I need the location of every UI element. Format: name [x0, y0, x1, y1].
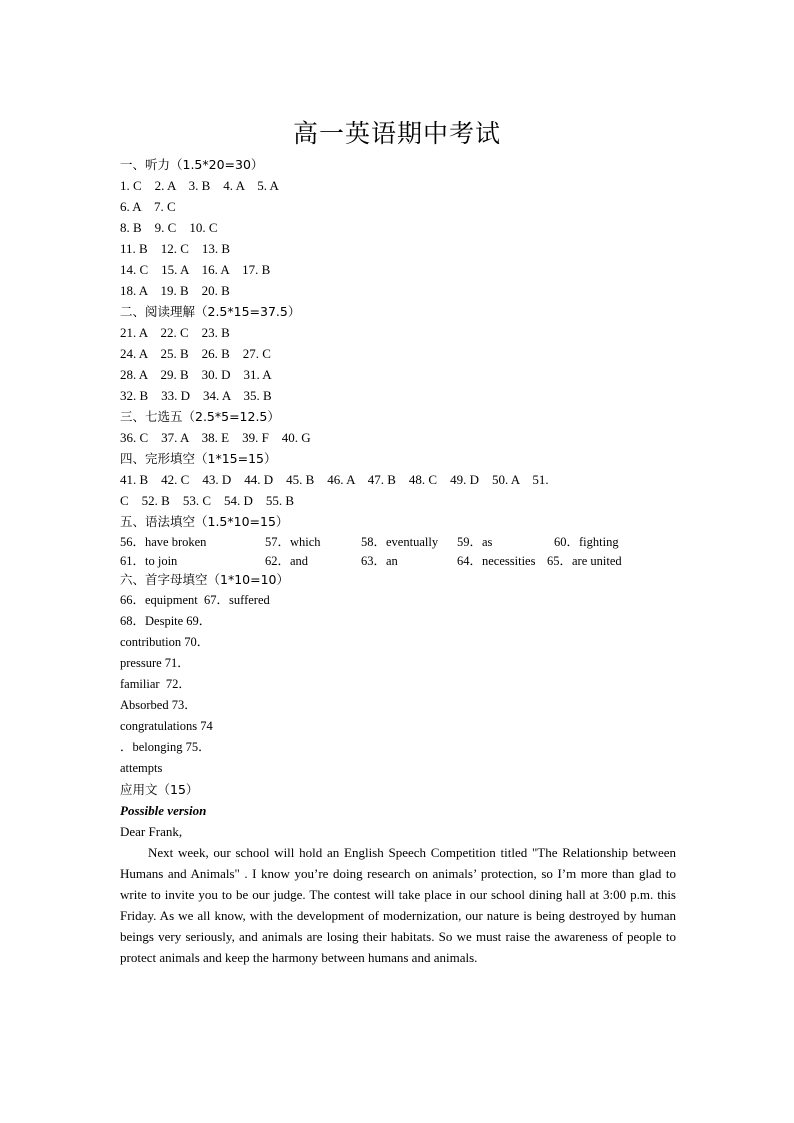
grammar-answer: 65．are united	[547, 553, 622, 568]
answer-line: congratulations 74	[120, 719, 213, 733]
answer-line: pressure 71．	[120, 656, 190, 670]
grammar-answer: 63．an	[361, 553, 398, 568]
letter-body: Next week, our school will hold an English Speech Competition titled "The Relationship between Humans and Animals" . I know you’re doing research on animals’ protection, so I’m more than glad to write to invite you to be our judge. The contest will take place in our school dining hall at 3:00 p.m. this Friday. As we all know, with the development of modernization, our nature is being destroyed by human beings very seriously, and animals are losing their habitats. So we must raise the awareness of people to protect animals and keep the harmony between humans and animals.	[120, 845, 676, 965]
page-title: 高一英语期中考试	[292, 119, 501, 148]
answer-line: Absorbed 73．	[120, 698, 197, 712]
answer-line: 8. B 9. C 10. C	[120, 220, 218, 235]
grammar-answer: 61．to join	[120, 553, 178, 568]
grammar-answer: 60．fighting	[554, 535, 619, 549]
section-grammar-header: 五、语法填空（1.5*10=15）	[120, 514, 289, 529]
grammar-answer: 64．necessities	[457, 553, 536, 568]
answer-line: 68．Despite 69．	[120, 614, 212, 628]
answer-key-body	[120, 154, 676, 968]
letter-greeting: Dear Frank,	[120, 824, 183, 839]
grammar-answer: 57．which	[265, 535, 321, 549]
answer-line: 11. B 12. C 13. B	[120, 241, 231, 256]
grammar-answer: 58．eventually	[361, 535, 439, 549]
answer-line: contribution 70．	[120, 635, 210, 649]
grammar-answer-row	[120, 551, 676, 570]
answer-line: 14. C 15. A 16. A 17. B	[120, 262, 271, 277]
answer-line: 18. A 19. B 20. B	[120, 283, 230, 298]
answer-line: 32. B 33. D 34. A 35. B	[120, 388, 272, 403]
grammar-answer: 62．and	[265, 553, 309, 568]
answer-line: attempts	[120, 761, 163, 775]
answer-line: 21. A 22. C 23. B	[120, 325, 230, 340]
answer-line: 1. C 2. A 3. B 4. A 5. A	[120, 178, 279, 193]
section-cloze-header: 四、完形填空（1*15=15）	[120, 451, 277, 466]
answer-line: familiar 72．	[120, 677, 191, 691]
answer-line: 66．equipment 67．suffered	[120, 593, 270, 607]
grammar-answer-row	[120, 532, 676, 551]
answer-line: 24. A 25. B 26. B 27. C	[120, 346, 271, 361]
answer-line: ．belonging 75．	[120, 740, 211, 754]
section-initial-letter-header: 六、首字母填空（1*10=10）	[120, 572, 289, 587]
answer-line: 36. C 37. A 38. E 39. F 40. G	[120, 430, 311, 445]
section-listening-header: 一、听力（1.5*20=30）	[120, 157, 264, 172]
answer-line: 6. A 7. C	[120, 199, 176, 214]
section-writing-header: 应用文（15）	[120, 782, 199, 797]
answer-line: 28. A 29. B 30. D 31. A	[120, 367, 272, 382]
section-seven-choose-five-header: 三、七选五（2.5*5=12.5）	[120, 409, 280, 424]
answer-line: 41. B 42. C 43. D 44. D 45. B 46. A 47. B 48. C 49. D 50. A 51.	[120, 472, 549, 487]
answer-line: C 52. B 53. C 54. D 55. B	[120, 493, 295, 508]
grammar-answer: 56．have broken	[120, 535, 207, 549]
possible-version-label: Possible version	[120, 803, 207, 818]
grammar-answer: 59．as	[457, 535, 493, 549]
section-reading-header: 二、阅读理解（2.5*15=37.5）	[120, 304, 301, 319]
